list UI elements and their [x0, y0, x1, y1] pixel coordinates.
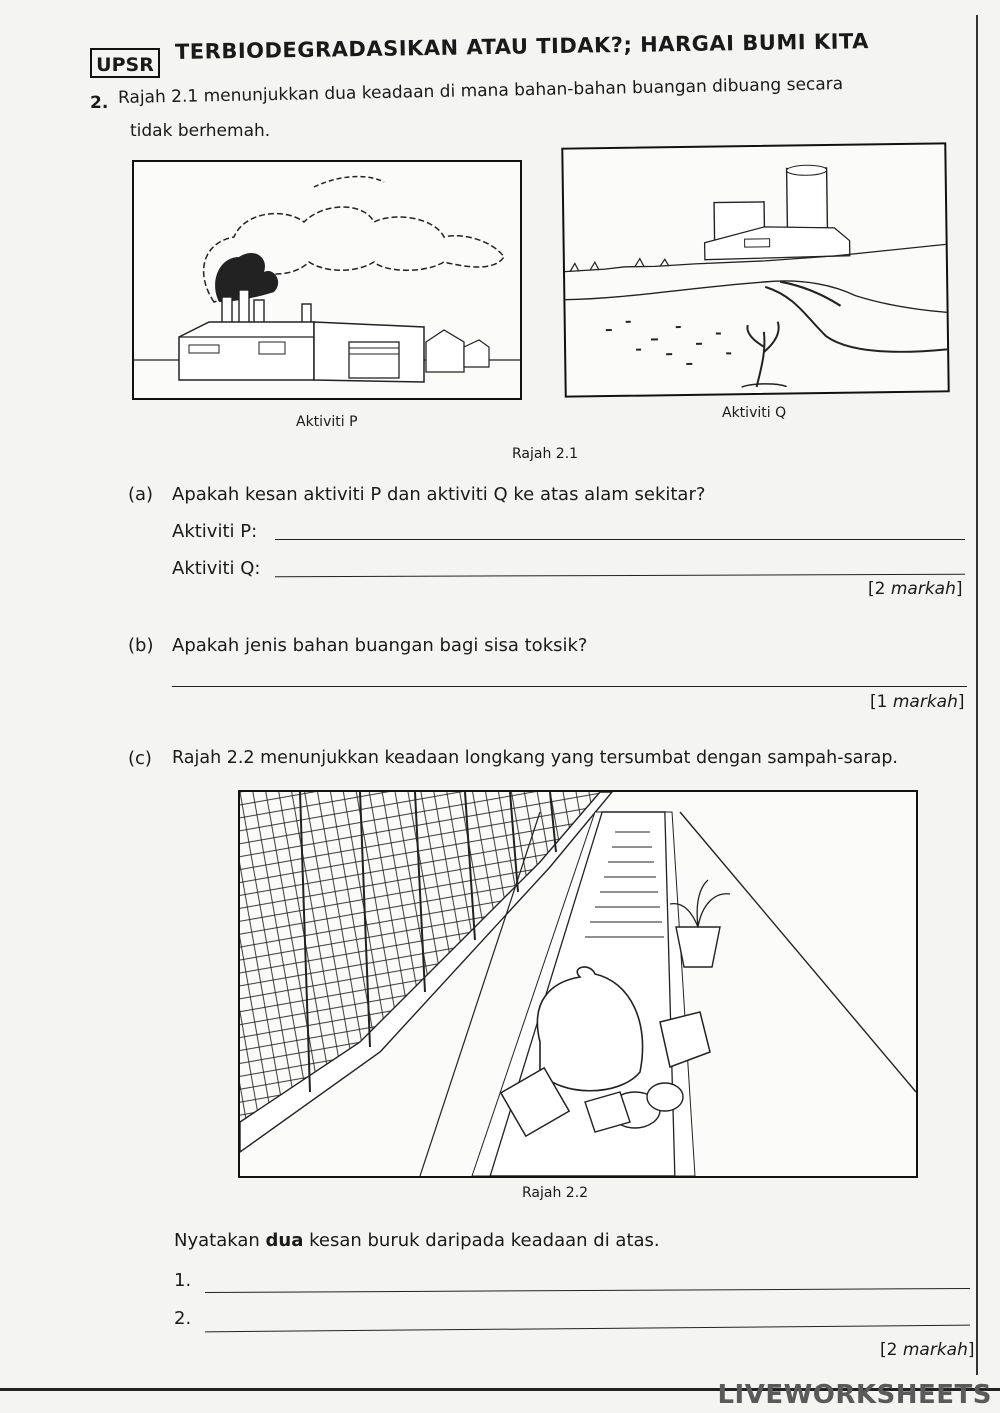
label-activity-q: Aktiviti Q	[722, 405, 787, 421]
factory-illustration	[134, 162, 520, 398]
upsr-badge: UPSR	[90, 48, 160, 78]
part-b-label: (b)	[128, 635, 154, 656]
figure-drain	[238, 790, 918, 1178]
part-c-question: Rajah 2.2 menunjukkan keadaan longkang yang tersumbat dengan sampah-sarap.	[172, 748, 898, 768]
part-c-marks-open: [2	[880, 1340, 903, 1360]
part-b-answer-line[interactable]	[172, 686, 967, 687]
answer-item-2-label: 2.	[174, 1308, 192, 1329]
part-c-prompt-emphasis: dua	[265, 1230, 304, 1251]
part-a-marks-word: markah	[890, 579, 956, 599]
figure-2-2-caption: Rajah 2.2	[522, 1185, 589, 1201]
part-c-label: (c)	[128, 748, 152, 769]
part-b-marks-open: [1	[870, 692, 893, 712]
answer-q-line[interactable]	[275, 574, 965, 577]
question-number: 2.	[90, 93, 109, 113]
question-intro-line1: Rajah 2.1 menunjukkan dua keadaan di mana bahan-bahan buangan dibuang secara	[117, 74, 844, 108]
answer-p-line[interactable]	[275, 539, 965, 540]
label-activity-p: Aktiviti P	[296, 414, 358, 430]
part-b-marks-close: ]	[957, 692, 965, 712]
river-dumping-illustration	[563, 144, 947, 395]
part-c-prompt	[174, 1230, 660, 1251]
answer-item-1-line[interactable]	[205, 1288, 970, 1293]
figure-activity-q	[561, 142, 949, 397]
figure-2-1-caption: Rajah 2.1	[512, 446, 579, 462]
part-a-marks	[868, 579, 963, 599]
part-c-marks-word: markah	[902, 1340, 968, 1360]
part-c-marks	[880, 1340, 975, 1360]
part-b-marks-word: markah	[892, 692, 958, 712]
part-c-prompt-start: Nyatakan	[174, 1230, 266, 1251]
part-b-question: Apakah jenis bahan buangan bagi sisa toksik?	[172, 635, 588, 656]
part-a-label: (a)	[128, 484, 154, 505]
page-right-border	[976, 15, 978, 1375]
answer-item-1-label: 1.	[174, 1270, 192, 1291]
question-intro-line2: tidak berhemah.	[130, 121, 271, 141]
answer-q-label: Aktiviti Q:	[172, 558, 261, 579]
answer-item-2-line[interactable]	[205, 1325, 970, 1333]
part-a-question: Apakah kesan aktiviti P dan aktiviti Q ke atas alam sekitar?	[172, 484, 706, 505]
part-a-marks-open: [2	[868, 579, 891, 599]
part-c-prompt-end: kesan buruk daripada keadaan di atas.	[303, 1230, 660, 1251]
page-title: TERBIODEGRADASIKAN ATAU TIDAK?; HARGAI BUMI KITA	[174, 29, 870, 64]
liveworksheets-watermark: LIVEWORKSHEETS	[717, 1380, 992, 1410]
answer-p-label: Aktiviti P:	[172, 521, 258, 542]
part-c-marks-close: ]	[967, 1340, 975, 1360]
part-b-marks	[870, 692, 965, 712]
figure-activity-p	[132, 160, 522, 400]
part-a-marks-close: ]	[955, 579, 963, 599]
clogged-drain-illustration	[240, 792, 916, 1176]
